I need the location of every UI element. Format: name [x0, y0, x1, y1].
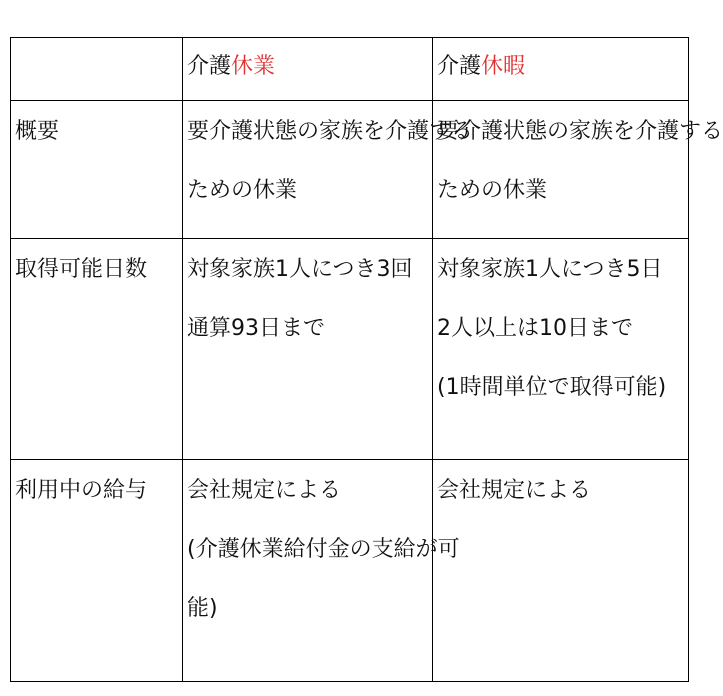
header-cell-empty: [11, 38, 183, 101]
care-vacation-summary-line-2: ための休業: [437, 178, 548, 203]
row-label-cell: [11, 239, 183, 460]
care-leave-summary-line-1: 要介護状態の家族を介護する: [187, 119, 474, 144]
header-care-vacation: [433, 38, 688, 82]
care-leave-salary-cell: [183, 460, 460, 682]
care-leave-salary-line-1: 会社規定による: [187, 478, 342, 503]
row-label-cell: [11, 460, 183, 682]
care-vacation-days-line-3: (1時間単位で取得可能): [437, 375, 667, 400]
header-care-leave: [183, 38, 432, 82]
care-vacation-summary-line-1: 要介護状態の家族を介護する: [437, 119, 723, 144]
care-vacation-salary-cell: [433, 460, 689, 682]
table-row-days: [11, 239, 689, 460]
row-label-days: 取得可能日数: [15, 257, 148, 282]
care-leave-salary-line-2: (介護休業給付金の支給が可: [187, 537, 460, 562]
header-care-leave-prefix: 介護: [187, 54, 232, 79]
header-cell-care-leave: [183, 38, 433, 101]
header-label-empty: [11, 38, 182, 52]
care-leave-summary-line-2: ための休業: [187, 178, 298, 203]
table-row-salary: [11, 460, 689, 682]
header-care-vacation-accent: 休暇: [481, 54, 526, 79]
header-care-leave-accent: 休業: [231, 54, 276, 79]
row-label-summary: 概要: [15, 119, 60, 144]
care-leave-summary-cell: [183, 101, 474, 239]
care-vacation-days-cell: [433, 239, 689, 460]
header-cell-care-vacation: [433, 38, 689, 101]
care-leave-days-line-1: 対象家族1人につき3回: [187, 257, 413, 282]
row-label-salary: 利用中の給与: [15, 478, 148, 503]
care-vacation-days-line-1: 対象家族1人につき5日: [437, 257, 663, 282]
care-vacation-summary-cell: [433, 101, 723, 239]
care-vacation-days-line-2: 2人以上は10日まで: [437, 316, 633, 341]
care-leave-days-cell: [183, 239, 433, 460]
care-leave-days-line-2: 通算93日まで: [187, 316, 325, 341]
comparison-table: [10, 37, 723, 682]
header-row: [11, 38, 689, 101]
header-care-vacation-prefix: 介護: [437, 54, 482, 79]
row-label-cell: [11, 101, 183, 239]
table-row-summary: [11, 101, 689, 239]
care-vacation-salary-line-1: 会社規定による: [437, 478, 592, 503]
care-leave-salary-line-3: 能): [187, 596, 218, 621]
